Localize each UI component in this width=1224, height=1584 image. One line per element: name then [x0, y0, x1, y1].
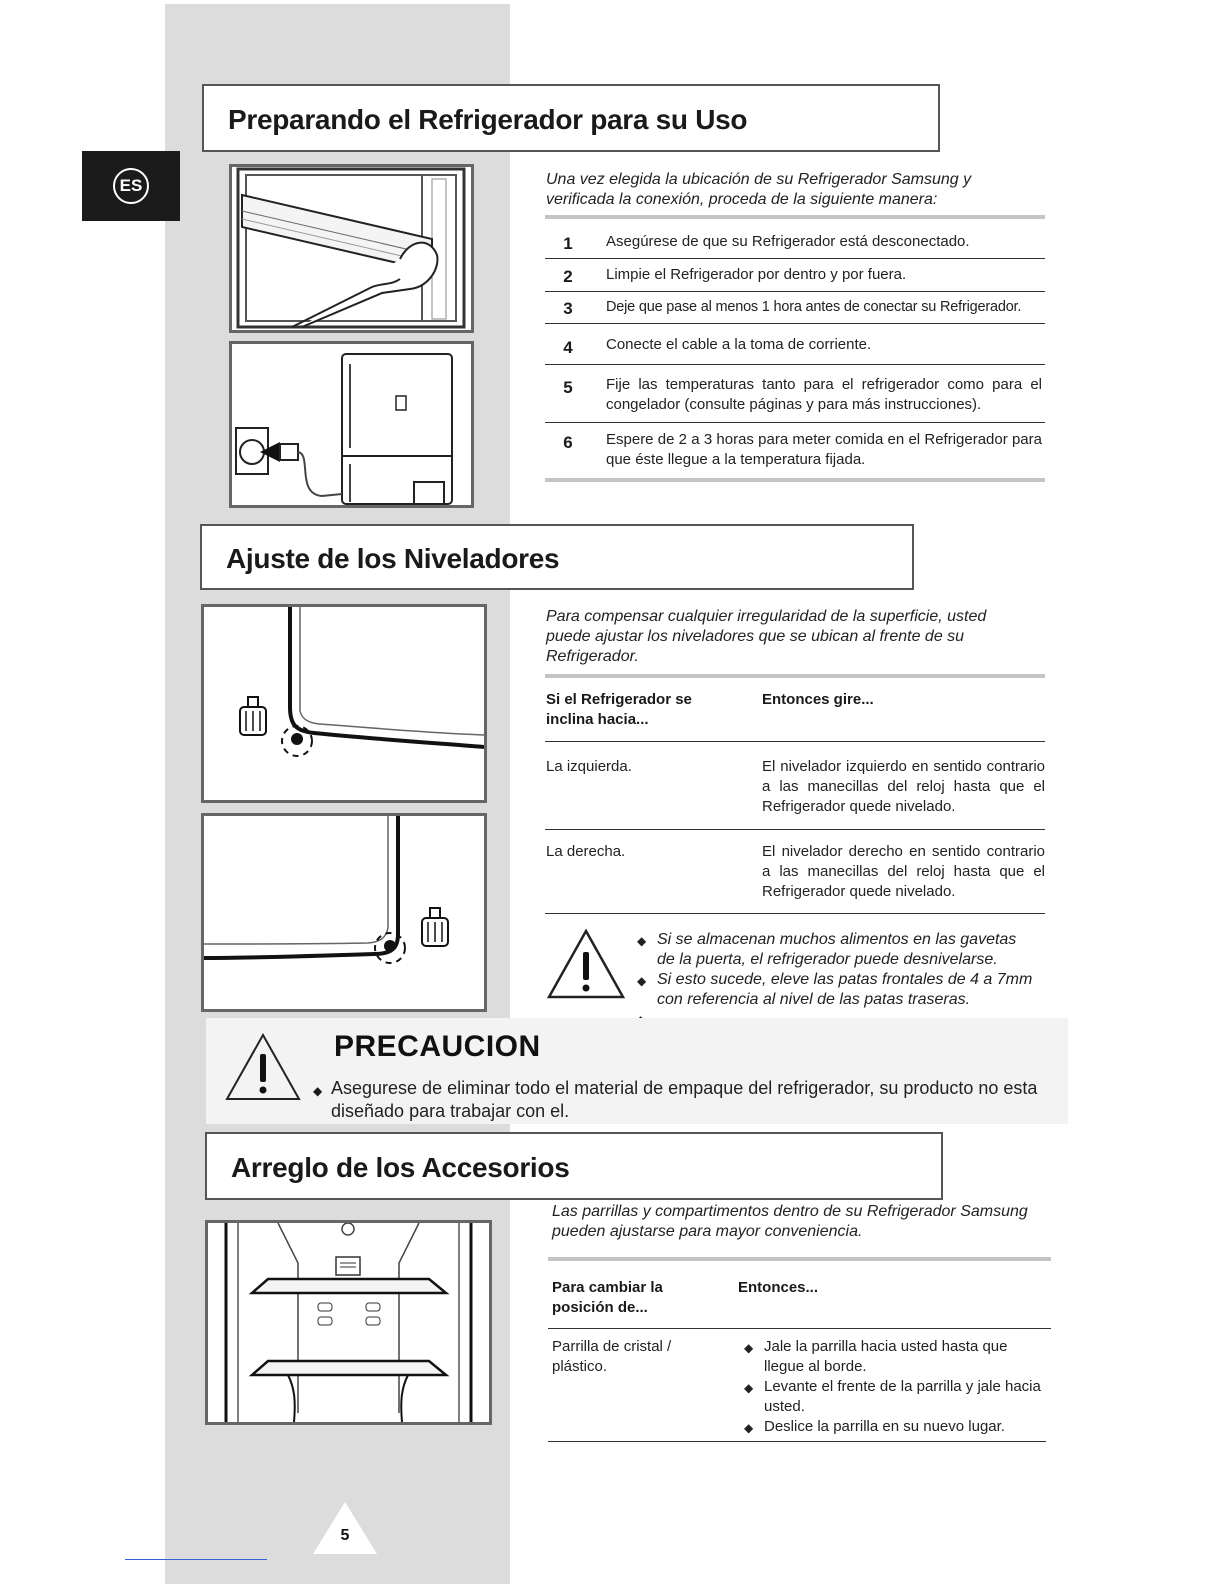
caution-box [206, 1018, 1068, 1124]
step-text: Fije las temperaturas tanto para el refrigerador como para el congelador (consulte páginas y para más instrucciones). [606, 376, 1042, 413]
page-number: 5 [340, 1527, 350, 1544]
footer-link-line [125, 1559, 267, 1560]
warning-triangle-icon [224, 1032, 302, 1102]
note-item: ◆ Si se almacenan muchos alimentos en las gavetas de la puerta, el refrigerador puede desnivelarse. [657, 930, 1037, 970]
section-title-box [202, 84, 940, 152]
step-text: Asegúrese de que su Refrigerador está desconectado. [606, 233, 970, 250]
caution-title: PRECAUCION [334, 1030, 541, 1063]
table-cell: Parrilla de cristal / plástico. [552, 1338, 672, 1375]
divider [545, 478, 1045, 482]
section-title: Ajuste de los Niveladores [226, 543, 560, 574]
table-cell: El nivelador izquierdo en sentido contrario a las manecillas del reloj hasta que el Refrigerador quede nivelado. [762, 758, 1045, 815]
divider [545, 364, 1045, 365]
table-header: Para cambiar la posición de... [552, 1279, 663, 1316]
divider [545, 422, 1045, 423]
step-text: Espere de 2 a 3 horas para meter comida en el Refrigerador para que éste llegue a la temperatura fijada. [606, 431, 1042, 468]
table-header: Entonces gire... [762, 691, 874, 708]
table-header: Si el Refrigerador se inclina hacia... [546, 691, 692, 728]
step-text: Conecte el cable a la toma de corriente. [606, 336, 872, 353]
instruction-item: ◆ Deslice la parrilla en su nuevo lugar. [764, 1417, 1048, 1437]
section-title-box [205, 1132, 943, 1200]
instruction-item: ◆ Levante el frente de la parrilla y jale hacia usted. [764, 1377, 1048, 1417]
divider [545, 674, 1045, 678]
divider [545, 741, 1045, 742]
language-badge: ES [113, 168, 149, 204]
bullet-diamond: ◆ [313, 1084, 323, 1098]
divider [548, 1328, 1051, 1329]
section-intro: Para compensar cualquier irregularidad de la superficie, usted puede ajustar los niveladores que se ubican al frente de su Refrigerador. [546, 608, 987, 665]
step-number: 2 [563, 267, 573, 286]
caution-text: Asegurese de eliminar todo el material de empaque del refrigerador, su producto no esta diseñado para trabajar con el. [331, 1078, 1038, 1121]
step-number: 3 [563, 299, 573, 318]
divider [548, 1257, 1051, 1261]
plug-connection-illustration [229, 341, 474, 508]
divider [548, 1441, 1046, 1442]
section-intro: Una vez elegida la ubicación de su Refrigerador Samsung y verificada la conexión, proceda de la siguiente manera: [546, 171, 972, 208]
section-title: Preparando el Refrigerador para su Uso [228, 104, 748, 135]
note-item: ◆ Si esto sucede, eleve las patas frontales de 4 a 7mm con referencia al nivel de las patas traseras. [657, 970, 1052, 1010]
divider [545, 215, 1045, 219]
table-cell: El nivelador derecho en sentido contrario a las manecillas del reloj hasta que el Refrigerador quede nivelado. [762, 843, 1045, 900]
table-cell: La izquierda. [546, 758, 632, 775]
divider [545, 913, 1045, 914]
step-number: 4 [563, 338, 573, 357]
step-number: 1 [563, 234, 573, 253]
instruction-item: ◆ Jale la parrilla hacia usted hasta que llegue al borde. [764, 1337, 1048, 1377]
divider [545, 323, 1045, 324]
divider [545, 291, 1045, 292]
step-number: 5 [563, 378, 573, 397]
language-tab [82, 151, 180, 221]
section-title: Arreglo de los Accesorios [231, 1152, 570, 1183]
shelf-illustration [205, 1220, 492, 1425]
left-leveler-illustration [201, 604, 487, 803]
door-cleaning-illustration [229, 164, 474, 333]
divider [545, 258, 1045, 259]
table-cell: La derecha. [546, 843, 626, 860]
section-intro: Las parrillas y compartimentos dentro de su Refrigerador Samsung pueden ajustarse para mayor conveniencia. [552, 1203, 1028, 1240]
right-leveler-illustration [201, 813, 487, 1012]
section-title-box [200, 524, 914, 590]
step-text: Deje que pase al menos 1 hora antes de conectar su Refrigerador. [606, 299, 1022, 315]
table-header: Entonces... [738, 1279, 819, 1296]
divider [545, 829, 1045, 830]
step-number: 6 [563, 433, 573, 452]
warning-triangle-icon [546, 928, 626, 1000]
step-text: Limpie el Refrigerador por dentro y por fuera. [606, 266, 907, 283]
